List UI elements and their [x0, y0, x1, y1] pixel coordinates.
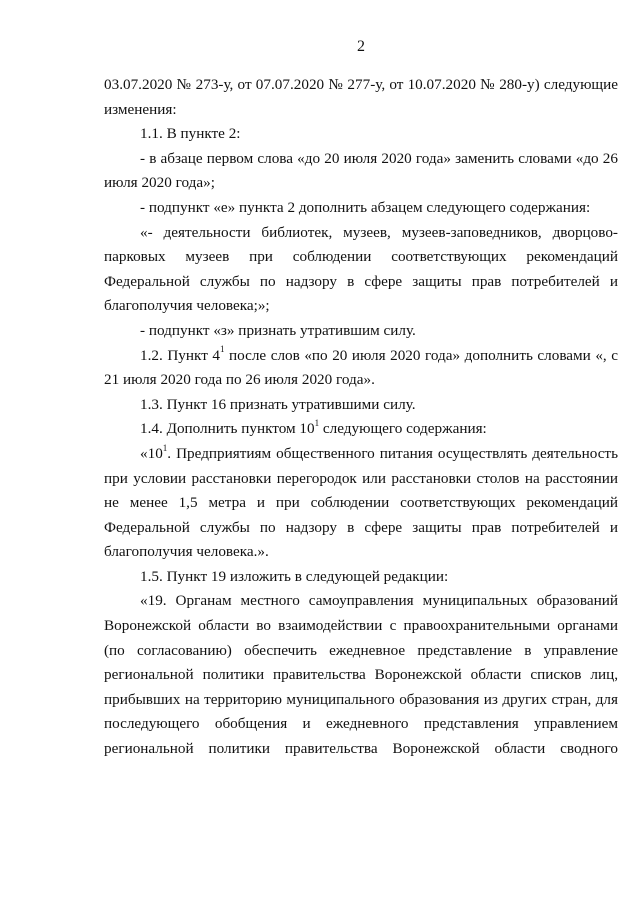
- superscript-marker: 1: [219, 344, 225, 355]
- paragraph-subitem-e-addition: - подпункт «е» пункта 2 дополнить абзацем следующего содержания:: [140, 198, 591, 216]
- item-1-2-rest: после слов «по 20 июля 2020 года» дополнить словами «, с 21 июля 2020 года по 26 июля 2020 года».: [104, 346, 618, 389]
- paragraph-item-1-4: [104, 417, 618, 442]
- paragraph-item-19-text: «19. Органам местного самоуправления муниципальных образований Воронежской области во взаимодействии с правоохранительными органами (по согласованию) обеспечить ежедневное представление в управление региональной политики правительства Воронежской области списков лиц, прибывших на территорию муниципального образования из других стран, для последующего обобщения и ежедневного представления управлением региональной политики правительства Воронежской области сводного: [104, 592, 618, 758]
- paragraph-item-1-5: 1.5. Пункт 19 изложить в следующей редакции:: [140, 567, 449, 585]
- item-1-4-rest: следующего содержания:: [319, 420, 487, 438]
- page-number: 2: [357, 38, 365, 55]
- paragraph-item-1-1: 1.1. В пункте 2:: [140, 125, 241, 143]
- item-10-1-start: «10: [140, 444, 163, 462]
- paragraph-item-1-3: 1.3. Пункт 16 признать утратившими силу.: [140, 395, 416, 413]
- item-10-1-rest: . Предприятиям общественного питания осуществлять деятельность при условии расстановки перегородок или расстановки столов на расстоянии не менее 1,5 метра и при соблюдении соответствующих рекомендаций Федеральной службы по надзору в сфере защиты прав потребителей и благополучия человека.».: [104, 444, 618, 561]
- paragraph-subitem-z-void: - подпункт «з» признать утратившим силу.: [140, 321, 416, 339]
- superscript-marker: 1: [314, 418, 320, 429]
- item-1-2-start: 1.2. Пункт 4: [140, 346, 220, 364]
- paragraph-libraries-museums: «- деятельности библиотек, музеев, музеев-заповедников, дворцово-парковых музеев при соблюдении соответствующих рекомендаций Федеральной службы по надзору в сфере защиты прав потребителей и благополучия человека;»;: [104, 223, 618, 315]
- document-body: [104, 73, 618, 762]
- item-1-4-start: 1.4. Дополнить пунктом 10: [140, 420, 315, 438]
- paragraph-amended-orders: 03.07.2020 № 273-у, от 07.07.2020 № 277-у, от 10.07.2020 № 280-у) следующие изменения:: [104, 76, 618, 118]
- superscript-marker: 1: [162, 442, 168, 453]
- paragraph-first-abzac-change: - в абзаце первом слова «до 20 июля 2020 года» заменить словами «до 26 июля 2020 года»;: [104, 149, 618, 192]
- paragraph-item-10-1-text: [104, 442, 618, 565]
- paragraph-item-1-2: [104, 344, 618, 393]
